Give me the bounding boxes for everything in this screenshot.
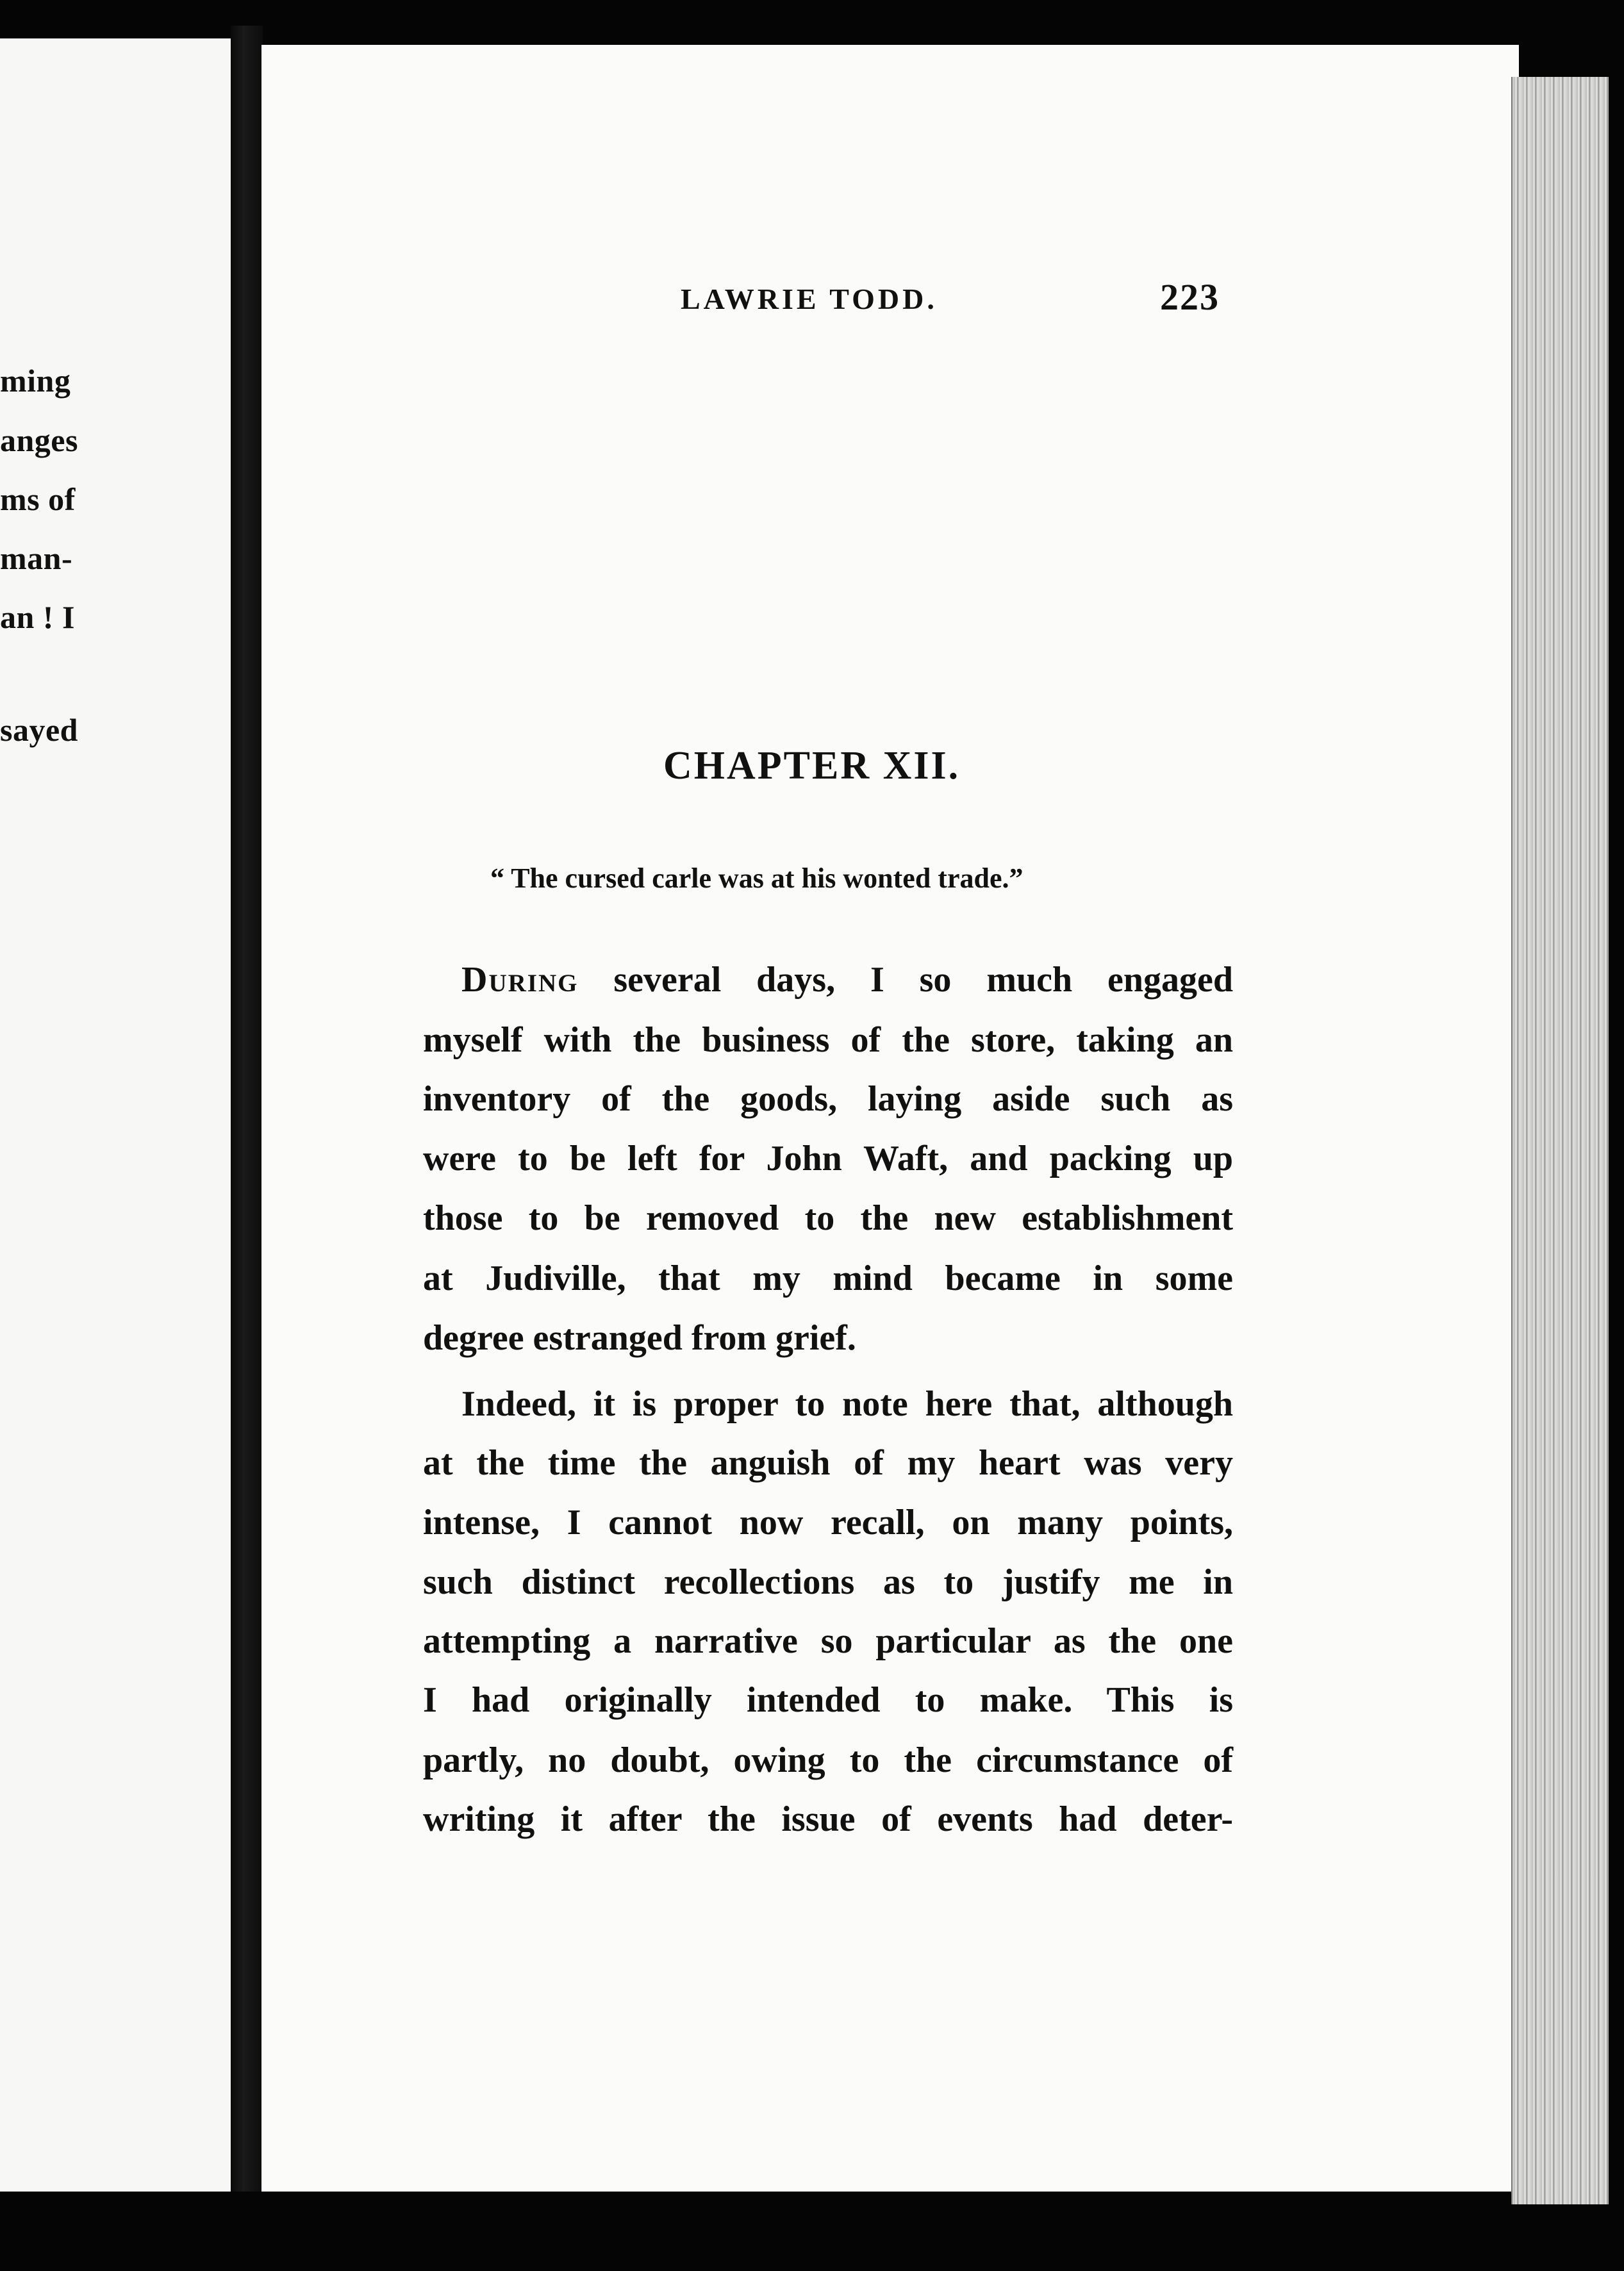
paragraph-2-line: writing it after the issue of events had deter- (423, 1799, 1233, 1839)
page-number: 223 (1160, 276, 1220, 318)
left-page-line: anges (0, 422, 78, 458)
left-page-line: sayed (0, 712, 78, 748)
paragraph-1-line: degree estranged from grief. (423, 1318, 856, 1358)
paragraph-2-line: at the time the anguish of my heart was very (423, 1443, 1233, 1483)
page-edge (1511, 77, 1609, 2204)
book-gutter (231, 26, 263, 2192)
left-page-line: an ! I (0, 599, 75, 635)
chapter-title: CHAPTER XII. (663, 744, 961, 788)
paragraph-1-line: at Judiville, that my mind became in some (423, 1259, 1233, 1298)
epigraph: “ The cursed carle was at his wonted trade.” (490, 863, 1023, 894)
paragraph-1-line: inventory of the goods, laying aside such as (423, 1079, 1233, 1119)
paragraph-2-line: intense, I cannot now recall, on many points, (423, 1503, 1233, 1542)
paragraph-2-line: Indeed, it is proper to note here that, although (461, 1384, 1233, 1424)
left-page-line: ms of (0, 481, 76, 517)
previous-page-fragment (0, 38, 233, 2192)
paragraph-1-line: myself with the business of the store, taking an (423, 1020, 1233, 1060)
running-head: LAWRIE TODD. (681, 283, 938, 315)
paragraph-1-line: those to be removed to the new establishment (423, 1198, 1233, 1238)
line-text: several days, I so much engaged (578, 960, 1233, 1000)
paragraph-2-line: such distinct recollections as to justify me in (423, 1562, 1233, 1602)
left-page-line: man- (0, 540, 73, 576)
paragraph-1-line: were to be left for John Waft, and packing up (423, 1139, 1233, 1178)
left-page-line: ming (0, 363, 71, 399)
paragraph-2-line: I had originally intended to make. This is (423, 1680, 1233, 1720)
paragraph-2-line: partly, no doubt, owing to the circumstance of (423, 1740, 1233, 1780)
drop-word: During (461, 960, 579, 1000)
paragraph-2-line: attempting a narrative so particular as the one (423, 1621, 1233, 1661)
paragraph-1-line-1 (461, 959, 1233, 1003)
